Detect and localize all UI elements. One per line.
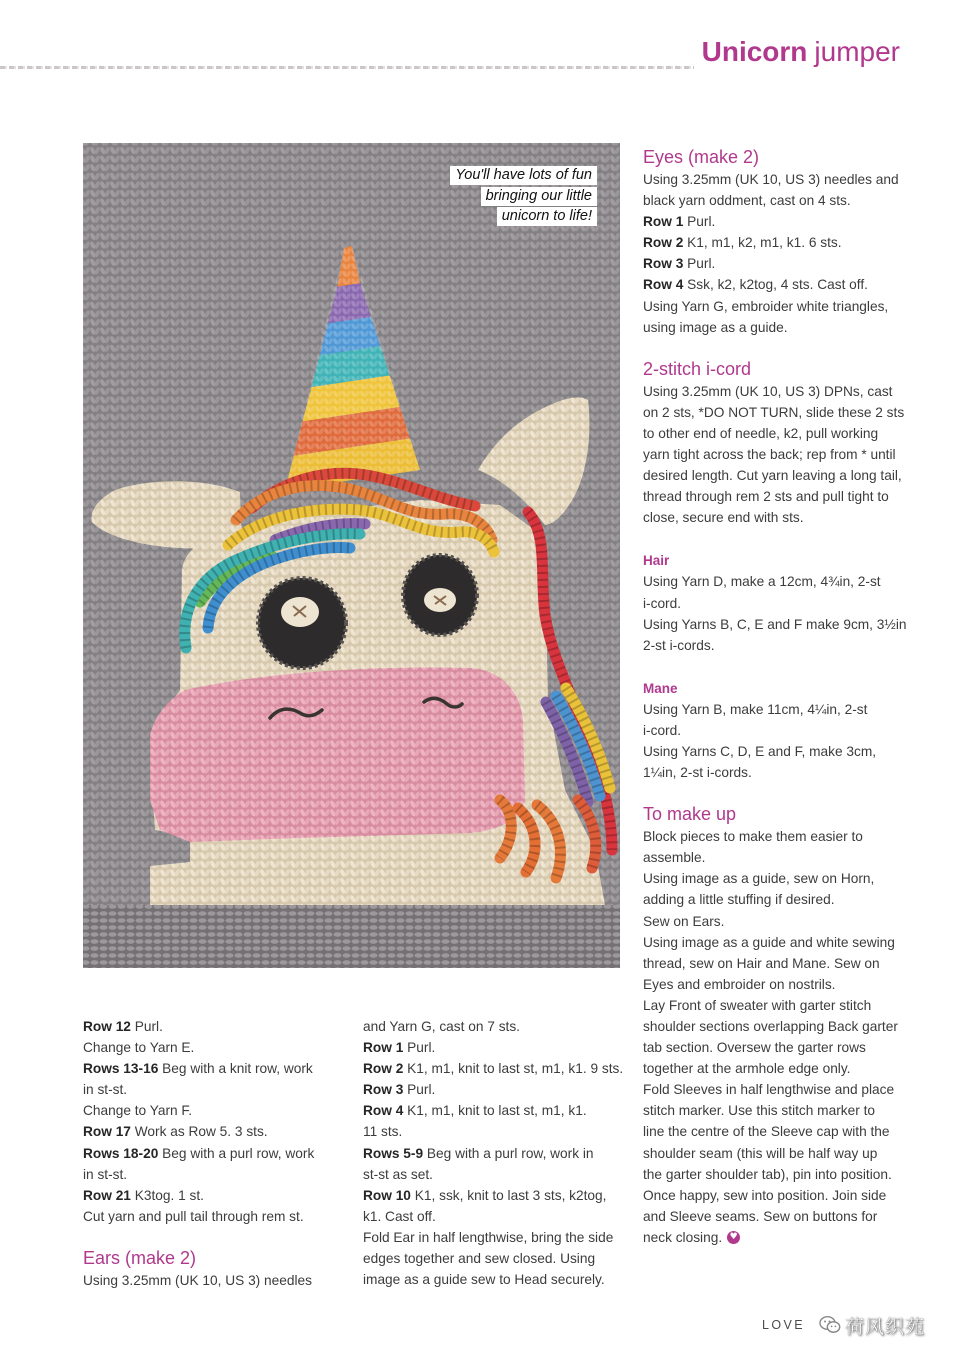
section-heading: To make up — [643, 804, 737, 825]
line-text: K1, m1, knit to last st, m1, k1. — [407, 1103, 587, 1119]
text-line — [83, 1143, 353, 1164]
text-line — [363, 1058, 633, 1079]
text-line — [643, 1206, 913, 1227]
line-text: st-st as set. — [363, 1166, 433, 1182]
row-label: Row 4 — [643, 277, 684, 293]
text-line — [363, 1079, 633, 1100]
row-label: Row 21 — [83, 1187, 131, 1203]
text-line — [643, 995, 913, 1016]
text-line — [643, 1058, 913, 1079]
text-line — [83, 1037, 353, 1058]
line-text: 2-st i-cords. — [643, 637, 715, 653]
line-text: Once happy, sew into position. Join side — [643, 1187, 887, 1203]
line-text: K1, m1, knit to last st, m1, k1. 9 sts. — [407, 1061, 624, 1077]
text-line — [83, 1121, 353, 1142]
text-line — [83, 1185, 353, 1206]
text-line — [643, 826, 913, 847]
caption-row — [450, 186, 597, 207]
line-text: Using 3.25mm (UK 10, US 3) needles and — [643, 172, 899, 187]
subheading: Hair — [643, 553, 670, 569]
line-text: Sew on Ears. — [643, 913, 725, 929]
line-text: Change to Yarn E. — [83, 1040, 195, 1056]
line-text: Lay Front of sweater with garter stitch — [643, 997, 872, 1013]
row-label: Row 3 — [643, 256, 684, 272]
line-text: shoulder sections overlapping Back garter — [643, 1019, 898, 1034]
line-text: Beg with a purl row, work — [162, 1145, 315, 1161]
line-text: Cut yarn and pull tail through rem st. — [83, 1208, 304, 1224]
row-label: Row 1 — [363, 1040, 404, 1056]
text-line — [363, 1016, 633, 1037]
row-label: Row 4 — [363, 1103, 404, 1119]
page-title — [702, 34, 900, 70]
section-heading: Ears (make 2) — [83, 1247, 197, 1268]
watermark-text: 荷风织苑 — [844, 1315, 925, 1338]
text-line — [83, 1016, 353, 1037]
line-text: Beg with a purl row, work in — [426, 1145, 594, 1161]
row-label: Rows 18-20 — [83, 1145, 159, 1161]
unicorn-photo — [83, 143, 620, 968]
text-column-middle — [363, 1016, 633, 1290]
line-text: Using Yarn D, make a 12cm, 4¾in, 2-st — [643, 574, 881, 590]
line-text: stitch marker. Use this stitch marker to — [643, 1103, 875, 1119]
line-text: K3tog. 1 st. — [134, 1187, 204, 1203]
subheading: Mane — [643, 680, 678, 696]
section-heading: 2-stitch i-cord — [643, 358, 752, 379]
line-text: Beg with a knit row, work — [162, 1061, 313, 1077]
text-line — [83, 1270, 353, 1291]
row-label: Rows 13-16 — [83, 1061, 159, 1077]
text-line — [643, 1227, 913, 1248]
text-line — [643, 699, 913, 720]
text-line — [643, 1121, 913, 1142]
line-text: Using image as a guide, sew on Horn, — [643, 871, 875, 887]
right-eye — [403, 555, 477, 635]
footer-brand: LOVE — [762, 1318, 805, 1332]
text-line — [643, 232, 913, 253]
text-line — [643, 444, 913, 465]
line-text: together at the armhole edge only. — [643, 1061, 851, 1077]
line-text: K1, m1, k2, m1, k1. 6 sts. — [687, 235, 842, 251]
caption-row — [450, 165, 597, 186]
heart-icon — [727, 1231, 740, 1244]
line-text: Using image as a guide and white sewing — [643, 934, 895, 950]
text-line — [643, 1164, 913, 1185]
row-label: Row 10 — [363, 1187, 411, 1203]
row-label: Row 2 — [363, 1061, 404, 1077]
text-line — [83, 1079, 353, 1100]
text-line — [643, 614, 913, 635]
header-dotted-rule — [0, 66, 694, 69]
text-line — [643, 190, 913, 211]
line-text: Using Yarns B, C, E and F make 9cm, 3½in — [643, 616, 907, 632]
line-text: close, secure end with sts. — [643, 510, 804, 526]
line-text: Change to Yarn F. — [83, 1103, 193, 1119]
line-text: Using 3.25mm (UK 10, US 3) DPNs, cast — [643, 383, 893, 399]
text-line — [363, 1269, 633, 1290]
title-bold: Unicorn — [701, 36, 808, 67]
text-line — [643, 423, 913, 444]
text-line — [643, 847, 913, 868]
line-text: Purl. — [687, 214, 716, 230]
text-line — [643, 274, 913, 295]
garter-hem — [83, 905, 620, 968]
line-text: 1¼in, 2-st i-cords. — [643, 765, 752, 781]
line-text: on 2 sts, *DO NOT TURN, slide these 2 sts — [643, 404, 905, 420]
text-line — [643, 317, 913, 338]
line-text: Eyes and embroider on nostrils. — [643, 976, 836, 992]
text-column-right — [643, 146, 913, 1248]
line-text: edges together and sew closed. Using — [363, 1251, 596, 1267]
text-line — [83, 1164, 353, 1185]
line-text: i-cord. — [643, 595, 682, 611]
line-text: shoulder seam (this will be half way up — [643, 1145, 878, 1161]
line-text: thread through rem 2 sts and pull tight to — [643, 489, 889, 505]
muzzle — [150, 667, 525, 842]
text-line — [643, 169, 913, 190]
text-line — [643, 1143, 913, 1164]
text-line — [643, 465, 913, 486]
text-line — [363, 1121, 633, 1142]
line-text: Work as Row 5. 3 sts. — [134, 1124, 268, 1140]
line-text: Fold Sleeves in half lengthwise and place — [643, 1082, 895, 1098]
text-line — [643, 507, 913, 528]
line-text: k1. Cast off. — [363, 1208, 436, 1224]
line-text: in st-st. — [83, 1166, 128, 1182]
text-line — [363, 1143, 633, 1164]
line-text: Using Yarn B, make 11cm, 4¼in, 2-st — [643, 701, 868, 717]
row-label: Row 17 — [83, 1124, 131, 1140]
photo-caption — [450, 165, 597, 227]
text-line — [643, 1016, 913, 1037]
line-text: Purl. — [407, 1040, 436, 1056]
text-line — [363, 1100, 633, 1121]
line-text: yarn tight across the back; rep from * until — [643, 447, 896, 463]
left-eye — [258, 578, 346, 668]
text-line — [643, 402, 913, 423]
line-text: Ssk, k2, k2tog, 4 sts. Cast off. — [687, 277, 868, 293]
caption-line: bringing our little — [481, 187, 597, 206]
line-text: Purl. — [407, 1082, 436, 1098]
text-line — [643, 720, 913, 741]
text-line — [643, 911, 913, 932]
text-line — [643, 762, 913, 783]
line-text: 11 sts. — [363, 1124, 403, 1140]
text-line — [643, 974, 913, 995]
line-text: Purl. — [687, 256, 716, 272]
text-line — [643, 635, 913, 656]
line-text: using image as a guide. — [643, 319, 788, 335]
text-line — [643, 381, 913, 402]
text-line — [643, 1037, 913, 1058]
text-line — [643, 889, 913, 910]
row-label: Row 2 — [643, 235, 684, 251]
section-heading: Eyes (make 2) — [643, 147, 760, 167]
line-text: tab section. Oversew the garter rows — [643, 1040, 866, 1056]
line-text: neck closing. — [643, 1229, 723, 1245]
text-line — [363, 1164, 633, 1185]
line-text: Using Yarns C, D, E and F, make 3cm, — [643, 743, 877, 759]
text-line — [363, 1248, 633, 1269]
text-line — [83, 1058, 353, 1079]
text-line — [83, 1206, 353, 1227]
text-line — [83, 1100, 353, 1121]
text-line — [643, 211, 913, 232]
text-line — [643, 953, 913, 974]
text-line — [643, 593, 913, 614]
line-text: Using 3.25mm (UK 10, US 3) needles — [83, 1272, 312, 1288]
line-text: Fold Ear in half lengthwise, bring the side — [363, 1229, 614, 1245]
title-light: jumper — [814, 36, 900, 67]
text-line — [363, 1206, 633, 1227]
line-text: Using Yarn G, embroider white triangles, — [643, 298, 889, 314]
text-line — [643, 486, 913, 507]
line-text: Block pieces to make them easier to — [643, 829, 863, 845]
row-label: Rows 5-9 — [363, 1145, 424, 1161]
line-text: the garter shoulder tab), pin into position. — [643, 1166, 892, 1182]
line-text: K1, ssk, knit to last 3 sts, k2tog, — [414, 1187, 607, 1203]
line-text: line the centre of the Sleeve cap with the — [643, 1124, 890, 1140]
chat-bubbles-icon — [819, 1315, 841, 1335]
text-line — [643, 1079, 913, 1100]
text-line — [363, 1227, 633, 1248]
text-line — [363, 1185, 633, 1206]
row-label: Row 3 — [363, 1082, 404, 1098]
line-text: image as a guide sew to Head securely. — [363, 1272, 605, 1288]
line-text: desired length. Cut yarn leaving a long tail, — [643, 468, 902, 484]
line-text: thread, sew on Hair and Mane. Sew on — [643, 955, 880, 971]
line-text: adding a little stuffing if desired. — [643, 892, 835, 908]
text-line — [643, 741, 913, 762]
text-line — [643, 571, 913, 592]
line-text: and Yarn G, cast on 7 sts. — [363, 1019, 520, 1034]
line-text: to other end of needle, k2, pull working — [643, 425, 879, 441]
caption-line: unicorn to life! — [497, 207, 597, 226]
line-text: i-cord. — [643, 722, 682, 738]
photo-frame — [83, 143, 620, 968]
line-text: Purl. — [134, 1019, 163, 1034]
caption-row — [450, 206, 597, 227]
text-column-left — [83, 1016, 353, 1291]
text-line — [643, 296, 913, 317]
text-line — [643, 1100, 913, 1121]
text-line — [643, 253, 913, 274]
row-label: Row 1 — [643, 214, 684, 230]
line-text: and Sleeve seams. Sew on buttons for — [643, 1208, 878, 1224]
text-line — [643, 1185, 913, 1206]
line-text: black yarn oddment, cast on 4 sts. — [643, 193, 851, 209]
caption-line: You'll have lots of fun — [450, 166, 597, 185]
page-footer — [762, 1312, 925, 1338]
row-label: Row 12 — [83, 1019, 131, 1034]
text-line — [643, 868, 913, 889]
text-line — [643, 932, 913, 953]
text-line — [363, 1037, 633, 1058]
line-text: in st-st. — [83, 1082, 128, 1098]
line-text: assemble. — [643, 850, 706, 866]
